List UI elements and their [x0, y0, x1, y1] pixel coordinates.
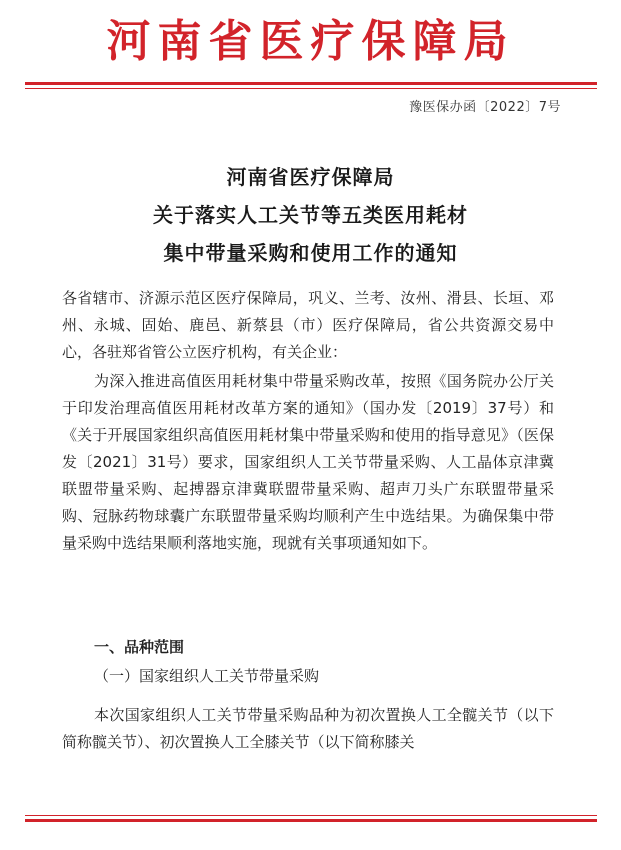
body-paragraph: 本次国家组织人工关节带量采购品种为初次置换人工全髋关节（以下简称髋关节）、初次置换人工全膝关节（以下简称膝关	[62, 706, 554, 751]
footer-red-rule-thin	[25, 815, 597, 816]
intro-paragraph: 为深入推进高值医用耗材集中带量采购改革，按照《国务院办公厅关于印发治理高值医用耗材改革方案的通知》（国办发〔2019〕37号）和《关于开展国家组织高值医用耗材集中带量采购和使用的指导意见》（医保发〔2021〕31号）要求，国家组织人工关节带量采购、人工晶体京津冀联盟带量采购、起搏器京津冀联盟带量采购、超声刀头广东联盟带量采购、冠脉药物球囊广东联盟带量采购均顺利产生中选结果。为确保集中带量采购中选结果顺利落地实施，现就有关事项通知如下。	[62, 372, 554, 552]
addressee-paragraph: 各省辖市、济源示范区医疗保障局，巩义、兰考、汝州、滑县、长垣、邓州、永城、固始、鹿邑、新蔡县（市）医疗保障局，省公共资源交易中心，各驻郑省管公立医疗机构，有关企业：	[62, 289, 554, 361]
title-line-3: 集中带量采购和使用工作的通知	[163, 241, 458, 265]
document-title	[0, 158, 621, 272]
title-line-1: 河南省医疗保障局	[226, 165, 395, 189]
header-red-rule-thick	[25, 82, 597, 85]
section-heading: 一、品种范围	[94, 638, 185, 656]
header-red-rule-thin	[25, 88, 597, 89]
issuing-authority-header: 河南省医疗保障局	[106, 16, 515, 67]
footer-red-rule-thick	[25, 819, 597, 822]
title-line-2: 关于落实人工关节等五类医用耗材	[153, 203, 468, 227]
document-number: 豫医保办函〔2022〕7号	[409, 100, 561, 115]
subsection-heading: （一）国家组织人工关节带量采购	[94, 667, 320, 685]
